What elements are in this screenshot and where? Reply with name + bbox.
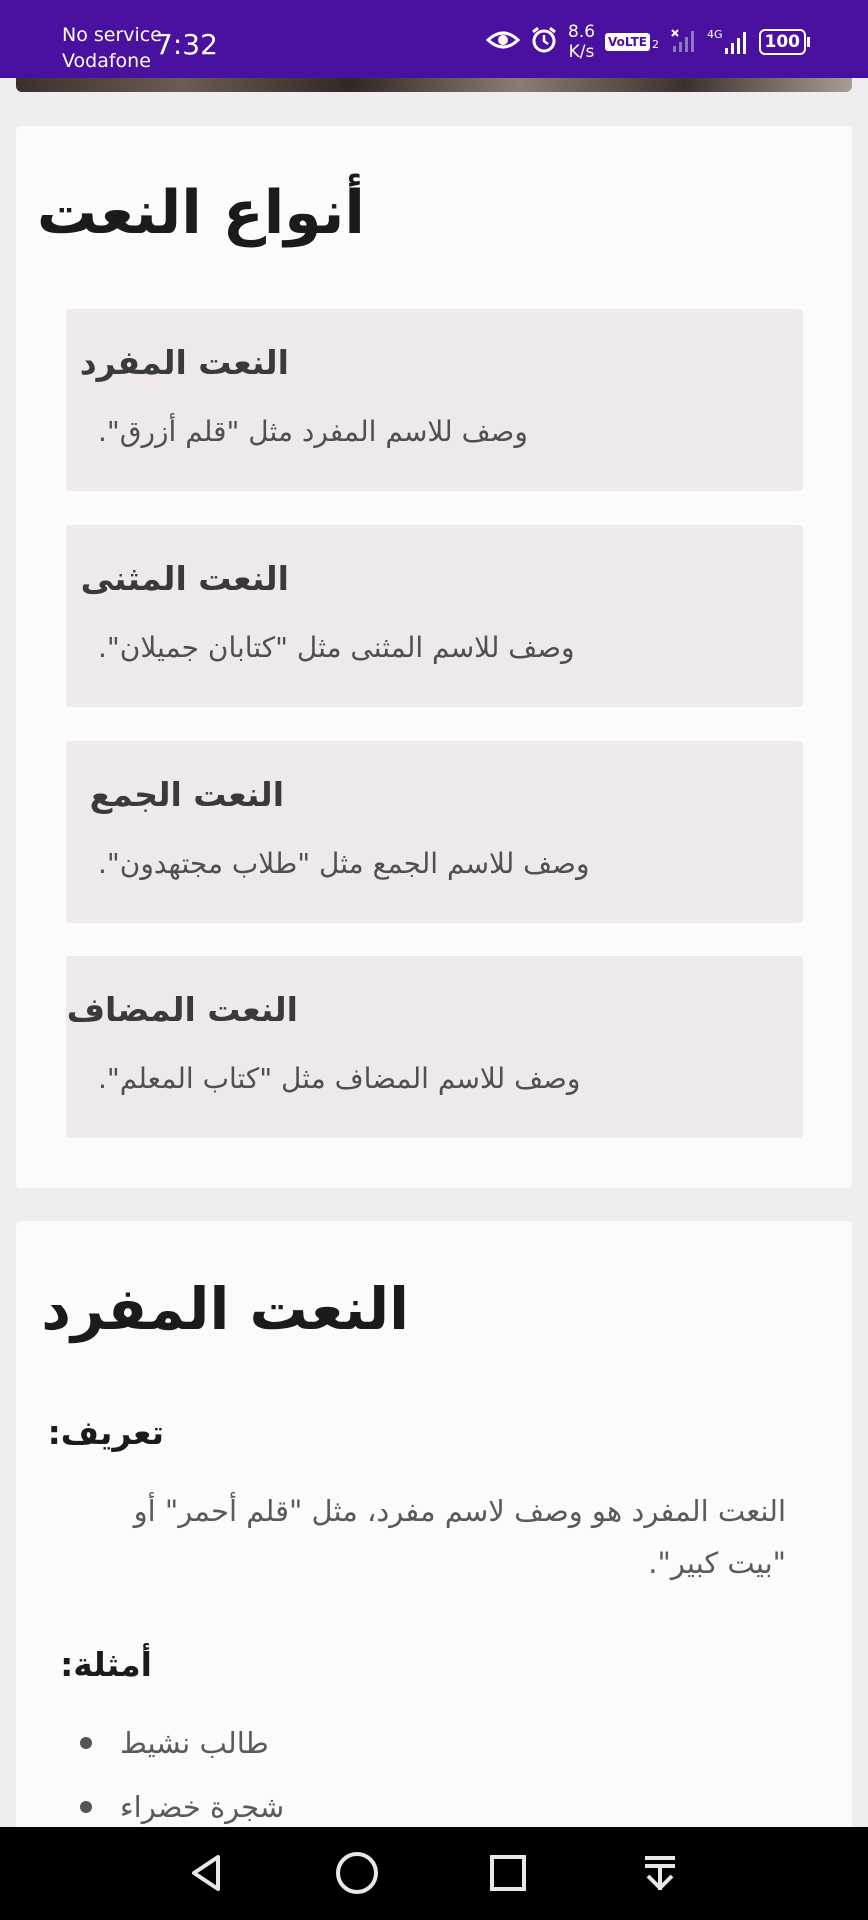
type-item-description: وصف للاسم المثنى مثل "كتابان جميلان". bbox=[98, 631, 575, 664]
bullet-icon bbox=[80, 1737, 92, 1749]
signal-empty-icon bbox=[669, 26, 697, 58]
status-bar bbox=[0, 0, 868, 78]
type-item-single[interactable] bbox=[66, 309, 803, 491]
carrier-line-1: No service bbox=[62, 24, 162, 46]
type-item-description: وصف للاسم الجمع مثل "طلاب مجتهدون". bbox=[98, 847, 590, 880]
recents-square-icon[interactable] bbox=[478, 1843, 538, 1903]
section-title: النعت المفرد bbox=[41, 1275, 409, 1343]
carrier-line-2: Vodafone bbox=[62, 50, 151, 72]
battery-tip bbox=[807, 37, 810, 47]
example-text: طالب نشيط bbox=[120, 1726, 269, 1760]
definition-text: النعت المفرد هو وصف لاسم مفرد، مثل "قلم أحمر" أو "بيت كبير". bbox=[133, 1494, 786, 1580]
back-triangle-icon[interactable] bbox=[176, 1843, 236, 1903]
speed-value: 8.6 bbox=[568, 22, 596, 42]
signal-4g-icon bbox=[707, 28, 749, 56]
example-text: شجرة خضراء bbox=[120, 1790, 285, 1824]
bullet-icon bbox=[80, 1801, 92, 1813]
alarm-icon bbox=[530, 26, 558, 58]
status-icons bbox=[486, 22, 810, 62]
volte-label: VoLTE bbox=[605, 33, 650, 51]
list-item bbox=[66, 1711, 284, 1775]
navigation-bar bbox=[0, 1827, 868, 1920]
speed-unit: K/s bbox=[568, 42, 595, 62]
types-title: أنواع النعت bbox=[36, 178, 365, 248]
types-card bbox=[16, 126, 852, 1188]
header-image-edge bbox=[16, 78, 852, 92]
sim-slot: 2 bbox=[651, 38, 659, 51]
battery-level: 100 bbox=[759, 29, 807, 55]
definition-label: تعريف: bbox=[47, 1413, 164, 1452]
examples-label: أمثلة: bbox=[60, 1645, 152, 1684]
type-item-name: النعت الجمع bbox=[89, 775, 284, 814]
clock: 7:32 bbox=[155, 28, 218, 61]
network-speed bbox=[568, 22, 595, 62]
battery-icon bbox=[759, 29, 811, 55]
eye-icon bbox=[486, 28, 520, 56]
type-item-name: النعت المثنى bbox=[80, 559, 289, 598]
pull-down-icon[interactable] bbox=[630, 1843, 690, 1903]
single-adjective-card bbox=[16, 1221, 852, 1831]
type-item-description: وصف للاسم المفرد مثل "قلم أزرق". bbox=[98, 415, 528, 448]
network-type: 4G bbox=[706, 28, 723, 41]
carrier-info bbox=[62, 22, 162, 74]
type-item-plural[interactable] bbox=[66, 741, 803, 923]
type-item-dual[interactable] bbox=[66, 525, 803, 707]
type-item-name: النعت المفرد bbox=[79, 343, 289, 382]
examples-list bbox=[66, 1711, 284, 1839]
home-circle-icon[interactable] bbox=[327, 1843, 387, 1903]
type-item-description: وصف للاسم المضاف مثل "كتاب المعلم". bbox=[98, 1062, 581, 1095]
volte-icon bbox=[605, 33, 659, 51]
type-item-annexed[interactable] bbox=[66, 956, 803, 1138]
type-item-name: النعت المضاف bbox=[66, 990, 298, 1029]
